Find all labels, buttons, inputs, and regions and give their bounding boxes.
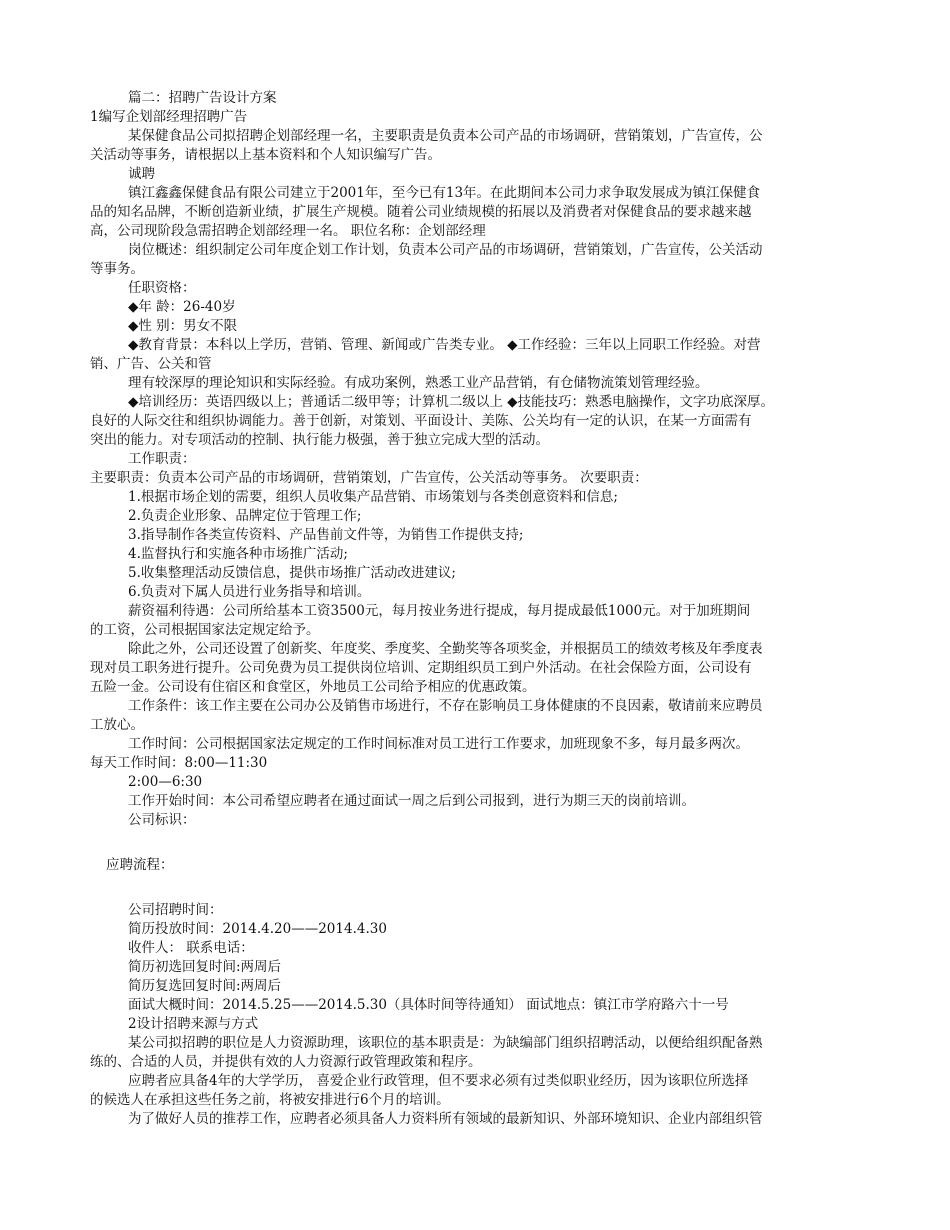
paragraph-line: 2:00—6:30 [128,774,203,790]
paragraph-line: 关活动等事务，请根据以上基本资料和个人知识编写广告。 [90,147,441,163]
paragraph-line: 简历投放时间：2014.4.20——2014.4.30 [128,921,387,937]
paragraph-line: 镇江鑫鑫保健食品有限公司建立于2001年，至今已有13年。在此期间本公司力求争取发展成为镇江保健食 [128,185,761,201]
paragraph-line: 销、广告、公关和管 [90,356,212,372]
paragraph-line: ◆性 别：男女不限 [128,318,238,334]
paragraph-line: 工作职责： [128,451,196,467]
list-item: 4.监督执行和实施各种市场推广活动; [128,546,348,562]
paragraph-line: 面试大概时间：2014.5.25——2014.5.30（具体时间等待通知） 面试地点：镇江市学府路六十一号 [128,997,729,1013]
paragraph-line: ◆教育背景：本科以上学历，营销、管理、新闻或广告类专业。 ◆工作经验：三年以上同职工作经验。对营 [128,337,761,353]
paragraph-line: 应聘者应具备4年的大学学历， 喜爱企业行政管理，但不要求必须有过类似职业经历，因为该职位所选择 [128,1073,749,1089]
ad-heading: 诚聘 [128,166,155,182]
paragraph-line: 每天工作时间：8:00—11:30 [90,755,268,771]
paragraph-line: 工作开始时间：本公司希望应聘者在通过面试一周之后到公司报到，进行为期三天的岗前培训。 [128,793,695,809]
paragraph-line: 工作时间：公司根据国家法定规定的工作时间标准对员工进行工作要求，加班现象不多，每月最多两次。 [128,736,749,752]
paragraph-line: 的候选人在承担这些任务之前，将被安排进行6个月的培训。 [90,1092,450,1108]
list-item: 5.收集整理活动反馈信息，提供市场推广活动改进建议; [128,565,456,581]
paragraph-line: 五险一金。公司设有住宿区和食堂区，外地员工公司给予相应的优惠政策。 [90,679,536,695]
paragraph-line: 某保健食品公司拟招聘企划部经理一名，主要职责是负责本公司产品的市场调研，营销策划，广告宣传，公 [128,128,763,144]
paragraph-line: 理有较深厚的理论知识和实际经验。有成功案例，熟悉工业产品营销，有仓储物流策划管理经验。 [128,375,709,391]
paragraph-line: 简历复选回复时间:两周后 [128,978,282,994]
section-title: 篇二：招聘广告设计方案 [128,90,277,106]
list-item: 2.负责企业形象、品牌定位于管理工作; [128,508,362,524]
paragraph-line: 的工资，公司根据国家法定规定给予。 [90,622,320,638]
paragraph-line: 高，公司现阶段急需招聘企划部经理一名。 职位名称：企划部经理 [90,223,486,239]
paragraph-line: 主要职责：负责本公司产品的市场调研，营销策划，广告宣传，公关活动等事务。 次要职责： [90,470,648,486]
paragraph-line: 良好的人际交往和组织协调能力。善于创新，对策划、平面设计、美陈、公关均有一定的认识，在某一方面需有 [90,413,752,429]
paragraph-line: 等事务。 [90,261,144,277]
paragraph-line: 公司标识： [128,812,196,828]
paragraph-line: 任职资格： [128,280,196,296]
heading: 1编写企划部经理招聘广告 [90,109,248,125]
heading: 2设计招聘来源与方式 [128,1016,259,1032]
paragraph-line: 现对员工职务进行提升。公司免费为员工提供岗位培训、定期组织员工到户外活动。在社会保险方面，公司设有 [90,660,752,676]
paragraph-line: 突出的能力。对专项活动的控制、执行能力极强，善于独立完成大型的活动。 [90,432,549,448]
paragraph-line: 工作条件：该工作主要在公司办公及销售市场进行，不存在影响员工身体健康的不良因素，敬请前来应聘员 [128,698,763,714]
paragraph-line: 某公司拟招聘的职位是人力资源助理，该职位的基本职责是：为缺编部门组织招聘活动，以便给组织配备熟 [128,1035,763,1051]
paragraph-line: 简历初选回复时间:两周后 [128,959,282,975]
paragraph-line: 薪资福利待遇：公司所给基本工资3500元，每月按业务进行提成，每月提成最低1000元。对于加班期间 [128,603,751,619]
paragraph-line: 岗位概述：组织制定公司年度企划工作计划，负责本公司产品的市场调研，营销策划，广告宣传，公关活动 [128,242,763,258]
paragraph-line: 除此之外，公司还设置了创新奖、年度奖、季度奖、全勤奖等各项奖金，并根据员工的绩效考核及年季度表 [128,641,763,657]
paragraph-line: ◆培训经历：英语四级以上；普通话二级甲等；计算机二级以上 ◆技能技巧：熟悉电脑操作，文字功底深厚。 [128,394,775,410]
list-item: 1.根据市场企划的需要，组织人员收集产品营销、市场策划与各类创意资料和信息; [128,489,618,505]
paragraph-line: 品的知名品牌，不断创造新业绩，扩展生产规模。随着公司业绩规模的拓展以及消费者对保健食品的要求越来越 [90,204,752,220]
list-item: 6.负责对下属人员进行业务指导和培训。 [128,584,371,600]
paragraph-line: 工放心。 [90,717,144,733]
paragraph-line: 收件人： 联系电话： [128,940,254,956]
paragraph-line: 公司招聘时间： [128,902,223,918]
paragraph-line: ◆年 龄：26-40岁 [128,299,236,315]
paragraph-line: 为了做好人员的推荐工作，应聘者必须具备人力资料所有领域的最新知识、外部环境知识、企业内部组织管 [128,1111,763,1127]
list-item: 3.指导制作各类宣传资料、产品售前文件等，为销售工作提供支持; [128,527,524,543]
paragraph-line: 练的、合适的人员，并提供有效的人力资源行政管理政策和程序。 [90,1054,482,1070]
paragraph-line: 应聘流程： [106,857,174,873]
